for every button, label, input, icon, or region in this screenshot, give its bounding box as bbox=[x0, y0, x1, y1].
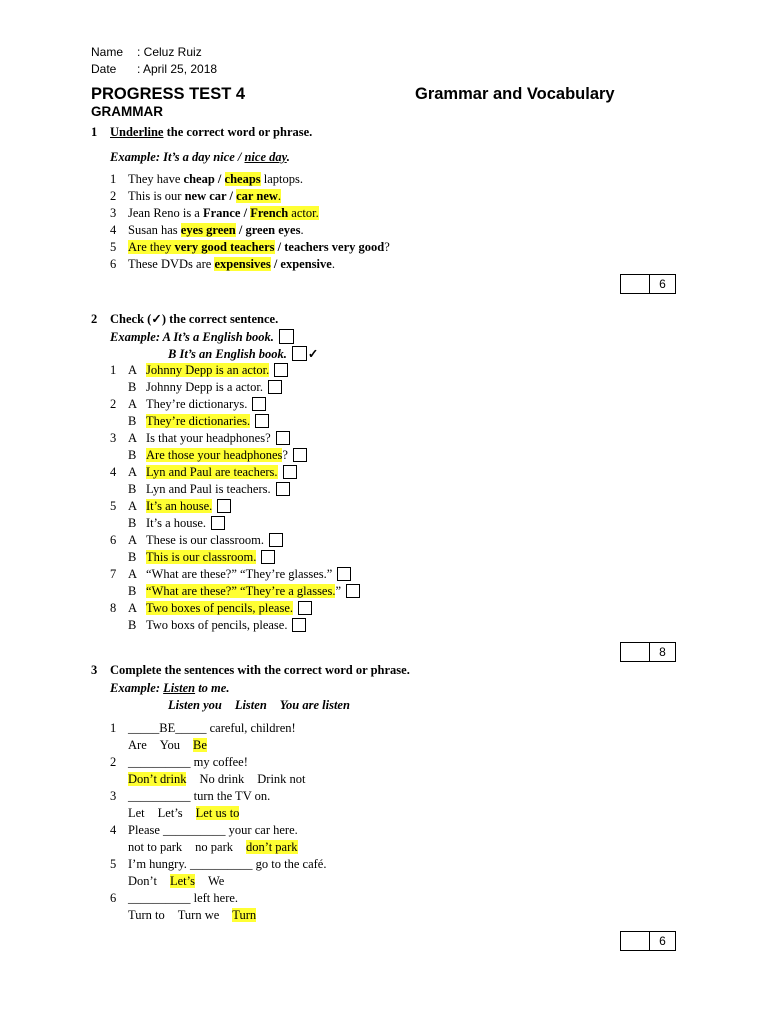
option[interactable]: Turn to bbox=[128, 908, 165, 922]
s2-item-5-b: B It’s a house. bbox=[110, 516, 225, 531]
s3-item-1 bbox=[110, 721, 296, 736]
instruction-underline-word: Underline bbox=[110, 125, 164, 139]
section-3-instruction bbox=[91, 663, 410, 678]
example-option: Listen you bbox=[168, 698, 222, 712]
s2-item-2-a: 2 A They’re dictionarys. bbox=[110, 397, 266, 412]
checkbox[interactable] bbox=[292, 618, 306, 632]
checkbox[interactable] bbox=[269, 533, 283, 547]
s2-item-8-b: B Two boxs of pencils, please. bbox=[110, 618, 306, 633]
date-value: : April 25, 2018 bbox=[137, 62, 218, 76]
choice-separator: / bbox=[235, 223, 246, 237]
choice-a[interactable]: France bbox=[202, 206, 241, 220]
item-text-end: . bbox=[277, 189, 282, 203]
option[interactable]: Are bbox=[128, 738, 147, 752]
example-answer: Listen bbox=[163, 681, 196, 695]
item-number: 5 bbox=[110, 857, 117, 871]
checkbox[interactable] bbox=[276, 431, 290, 445]
instruction-rest: the correct word or phrase. bbox=[163, 125, 313, 139]
option-b-end: ” bbox=[335, 584, 342, 598]
item-number: 5 bbox=[110, 499, 117, 513]
s1-item-5 bbox=[110, 240, 390, 255]
checkbox[interactable] bbox=[268, 380, 282, 394]
s1-item-2 bbox=[110, 189, 281, 204]
s3-item-4 bbox=[110, 823, 298, 838]
item-text-end: laptops. bbox=[260, 172, 303, 186]
s2-item-5-a: 5 A It’s an house. bbox=[110, 499, 231, 514]
s2-item-3-a: 3 A Is that your headphones? bbox=[110, 431, 290, 446]
item-text-end: . bbox=[331, 257, 335, 271]
option[interactable]: Let bbox=[128, 806, 145, 820]
item-number: 2 bbox=[110, 755, 117, 769]
option-highlighted[interactable]: Let us to bbox=[195, 806, 240, 820]
instruction-text: Check ( bbox=[110, 312, 152, 326]
score-input-cell[interactable] bbox=[621, 275, 650, 293]
item-number: 2 bbox=[110, 189, 117, 203]
section-2-number: 2 bbox=[91, 312, 98, 326]
choice-separator: / bbox=[274, 240, 285, 254]
item-number: 1 bbox=[110, 721, 117, 735]
option-b-highlighted: This is our classroom. bbox=[146, 550, 257, 564]
example-end: . bbox=[286, 150, 290, 164]
option-b: Two boxs of pencils, please. bbox=[146, 618, 288, 632]
s2-item-2-b: B They’re dictionaries. bbox=[110, 414, 269, 429]
section-1-instruction bbox=[91, 125, 312, 140]
choice-separator: / bbox=[226, 189, 237, 203]
s3-item-2 bbox=[110, 755, 248, 770]
checkbox[interactable] bbox=[274, 363, 288, 377]
s3-item-6-options bbox=[128, 908, 269, 923]
choice-separator: / bbox=[240, 206, 251, 220]
section-2-score-box[interactable] bbox=[620, 642, 676, 662]
score-total: 6 bbox=[659, 934, 666, 948]
choice-b-highlighted[interactable]: car new bbox=[236, 189, 278, 203]
section-2-instruction bbox=[91, 311, 278, 327]
item-sentence: _____BE_____ careful, children! bbox=[128, 721, 296, 735]
item-sentence: I’m hungry. __________ go to the café. bbox=[128, 857, 327, 871]
option[interactable]: We bbox=[207, 874, 225, 888]
choice-b[interactable]: green eyes bbox=[245, 223, 301, 237]
item-number: 3 bbox=[110, 789, 117, 803]
option[interactable]: Turn we bbox=[177, 908, 220, 922]
item-text-end: actor. bbox=[288, 206, 319, 220]
choice-a[interactable]: cheap bbox=[183, 172, 215, 186]
item-number: 4 bbox=[110, 823, 117, 837]
choice-separator: / bbox=[214, 172, 225, 186]
option-b-end: ? bbox=[282, 448, 288, 462]
choice-b-highlighted[interactable]: French bbox=[250, 206, 289, 220]
score-input-cell[interactable] bbox=[621, 932, 650, 950]
page-title: PROGRESS TEST 4 bbox=[91, 85, 246, 103]
choice-a-highlighted[interactable]: eyes green bbox=[180, 223, 236, 237]
s2-item-7-a: 7 A “What are these?” “They’re glasses.” bbox=[110, 567, 351, 582]
s1-item-3 bbox=[110, 206, 319, 221]
item-text-end: ? bbox=[384, 240, 390, 254]
s3-item-5-options bbox=[128, 874, 237, 889]
option-a: They’re dictionarys. bbox=[146, 397, 248, 411]
item-text: This is our bbox=[128, 189, 185, 203]
s2-item-4-a: 4 A Lyn and Paul are teachers. bbox=[110, 465, 297, 480]
example-answer: nice day bbox=[244, 150, 287, 164]
option-highlighted[interactable]: don’t park bbox=[246, 840, 298, 854]
item-text: These DVDs are bbox=[128, 257, 215, 271]
checkbox[interactable] bbox=[337, 567, 351, 581]
option-b: Johnny Depp is a actor. bbox=[146, 380, 263, 394]
section-1-number: 1 bbox=[91, 125, 98, 139]
item-number: 3 bbox=[110, 431, 117, 445]
s2-item-3-b: B Are those your headphones? bbox=[110, 448, 307, 463]
example-option: Listen bbox=[234, 698, 267, 712]
option-b: Lyn and Paul is teachers. bbox=[146, 482, 271, 496]
choice-separator: / bbox=[270, 257, 281, 271]
example-b-text: B It’s an English book. bbox=[168, 347, 287, 361]
section-1-example bbox=[110, 150, 290, 165]
s2-item-1-a: 1 A Johnny Depp is an actor. bbox=[110, 363, 288, 378]
item-number: 1 bbox=[110, 363, 117, 377]
example-option: You are listen bbox=[279, 698, 350, 712]
s2-item-6-b: B This is our classroom. bbox=[110, 550, 275, 565]
checkbox[interactable] bbox=[276, 482, 290, 496]
item-sentence: __________ turn the TV on. bbox=[128, 789, 271, 803]
choice-b-highlighted[interactable]: cheaps bbox=[224, 172, 261, 186]
option-b-highlighted: Are those your headphones bbox=[146, 448, 283, 462]
item-number: 3 bbox=[110, 206, 117, 220]
check-mark-icon: ✓ bbox=[307, 347, 319, 361]
section-3-example bbox=[110, 681, 229, 696]
s3-item-4-options bbox=[128, 840, 311, 855]
s1-item-6 bbox=[110, 257, 335, 272]
score-total: 8 bbox=[659, 645, 666, 659]
checkbox[interactable] bbox=[298, 601, 312, 615]
option[interactable]: not to park bbox=[128, 840, 183, 854]
option[interactable]: Don’t bbox=[128, 874, 157, 888]
item-sentence: Please __________ your car here. bbox=[128, 823, 298, 837]
item-number: 7 bbox=[110, 567, 117, 581]
example-checkbox bbox=[279, 329, 294, 344]
date-label: Date bbox=[91, 62, 117, 76]
option-a-highlighted: Lyn and Paul are teachers. bbox=[146, 465, 278, 479]
name-value: : Celuz Ruiz bbox=[137, 45, 202, 59]
choice-a-highlighted[interactable]: expensives bbox=[214, 257, 271, 271]
checkbox[interactable] bbox=[346, 584, 360, 598]
option[interactable]: Drink not bbox=[257, 772, 306, 786]
checkbox[interactable] bbox=[261, 550, 275, 564]
name-label: Name bbox=[91, 45, 124, 59]
checkbox[interactable] bbox=[283, 465, 297, 479]
item-number: 2 bbox=[110, 397, 117, 411]
item-number: 1 bbox=[110, 172, 117, 186]
example-text: Example: bbox=[110, 681, 164, 695]
s1-item-1 bbox=[110, 172, 303, 187]
example-text: Example: It’s a day nice / bbox=[110, 150, 245, 164]
item-number: 5 bbox=[110, 240, 117, 254]
example-end: to me. bbox=[195, 681, 230, 695]
section-3-number: 3 bbox=[91, 663, 98, 677]
option-a: “What are these?” “They’re glasses.” bbox=[146, 567, 333, 581]
item-text-highlighted: Are they bbox=[128, 240, 175, 254]
option-b: It’s a house. bbox=[146, 516, 207, 530]
item-sentence: __________ my coffee! bbox=[128, 755, 248, 769]
s2-item-1-b: B Johnny Depp is a actor. bbox=[110, 380, 282, 395]
checkbox[interactable] bbox=[217, 499, 231, 513]
option-highlighted[interactable]: Let’s bbox=[169, 874, 195, 888]
option-b-highlighted: “What are these?” “They’re a glasses. bbox=[146, 584, 336, 598]
item-number: 6 bbox=[110, 257, 117, 271]
item-number: 8 bbox=[110, 601, 117, 615]
option-highlighted[interactable]: Turn bbox=[232, 908, 257, 922]
checkbox[interactable] bbox=[252, 397, 266, 411]
option[interactable]: no park bbox=[195, 840, 234, 854]
page-subtitle: Grammar and Vocabulary bbox=[415, 85, 615, 103]
section-2-example-b bbox=[168, 346, 318, 362]
s3-item-2-options bbox=[128, 772, 319, 787]
instruction-text-end: ) the correct sentence. bbox=[161, 312, 279, 326]
option-a: These is our classroom. bbox=[146, 533, 265, 547]
item-number: 4 bbox=[110, 223, 117, 237]
score-input-cell[interactable] bbox=[621, 643, 650, 661]
example-checkbox-checked bbox=[292, 346, 307, 361]
choice-a[interactable]: new car bbox=[184, 189, 227, 203]
s2-item-6-a: 6 A These is our classroom. bbox=[110, 533, 283, 548]
s3-item-3-options bbox=[128, 806, 252, 821]
section-1-score-box[interactable] bbox=[620, 274, 676, 294]
choice-a-highlighted[interactable]: very good teachers bbox=[174, 240, 275, 254]
checkbox[interactable] bbox=[293, 448, 307, 462]
option-b-highlighted: They’re dictionaries. bbox=[146, 414, 251, 428]
section-3-example-options bbox=[168, 698, 363, 713]
option[interactable]: Let’s bbox=[157, 806, 183, 820]
item-number: 6 bbox=[110, 891, 117, 905]
option[interactable]: You bbox=[159, 738, 181, 752]
section-2-example-a bbox=[110, 329, 294, 345]
item-sentence: __________ left here. bbox=[128, 891, 239, 905]
s2-item-4-b: B Lyn and Paul is teachers. bbox=[110, 482, 290, 497]
check-mark-icon: ✓ bbox=[151, 312, 162, 326]
s3-item-1-options bbox=[128, 738, 220, 753]
option[interactable]: No drink bbox=[199, 772, 245, 786]
item-text: Susan has bbox=[128, 223, 181, 237]
s3-item-6 bbox=[110, 891, 238, 906]
s2-item-8-a: 8 A Two boxes of pencils, please. bbox=[110, 601, 312, 616]
s2-item-7-b: B “What are these?” “They’re a glasses.” bbox=[110, 584, 360, 599]
section-heading: GRAMMAR bbox=[91, 104, 163, 119]
item-number: 6 bbox=[110, 533, 117, 547]
instruction-text: Complete the sentences with the correct word or phrase. bbox=[110, 663, 410, 677]
option-a-highlighted: It’s an house. bbox=[146, 499, 213, 513]
option-a: Is that your headphones? bbox=[146, 431, 271, 445]
item-text: They have bbox=[128, 172, 184, 186]
checkbox[interactable] bbox=[255, 414, 269, 428]
option-a-highlighted: Two boxes of pencils, please. bbox=[146, 601, 294, 615]
choice-b[interactable]: expensive bbox=[280, 257, 332, 271]
option-a-highlighted: Johnny Depp is an actor. bbox=[146, 363, 270, 377]
section-3-score-box[interactable] bbox=[620, 931, 676, 951]
example-a-text: Example: A It’s a English book. bbox=[110, 330, 274, 344]
item-text-end: . bbox=[300, 223, 304, 237]
option-highlighted[interactable]: Don’t drink bbox=[128, 772, 187, 786]
s3-item-5 bbox=[110, 857, 326, 872]
choice-b[interactable]: teachers very good bbox=[284, 240, 385, 254]
s3-item-3 bbox=[110, 789, 270, 804]
s1-item-4 bbox=[110, 223, 304, 238]
score-total: 6 bbox=[659, 277, 666, 291]
option-highlighted[interactable]: Be bbox=[193, 738, 207, 752]
item-text: Jean Reno is a bbox=[128, 206, 203, 220]
checkbox[interactable] bbox=[211, 516, 225, 530]
item-number: 4 bbox=[110, 465, 117, 479]
